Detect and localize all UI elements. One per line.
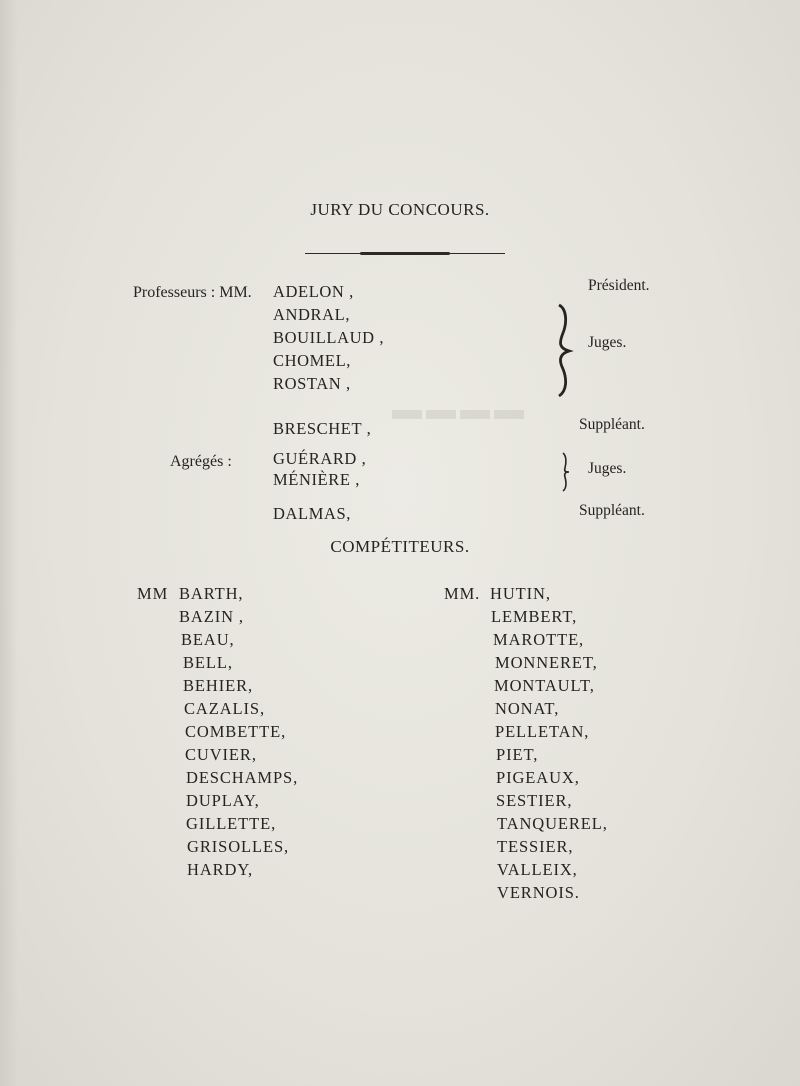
list-item	[444, 812, 608, 835]
list-item	[137, 835, 298, 858]
jury-professeur: ROSTAN ,	[273, 374, 351, 393]
list-item	[444, 881, 608, 904]
competiteur-name: HARDY,	[187, 860, 254, 879]
competiteur-name: HUTIN,	[490, 584, 551, 603]
page-title: JURY DU CONCOURS.	[310, 200, 490, 219]
list-item	[444, 697, 608, 720]
list-item	[137, 720, 298, 743]
agreges-label: Agrégés :	[170, 453, 232, 470]
show-through-marks: ▬▬▬▬	[392, 393, 528, 426]
competiteur-name: DESCHAMPS,	[186, 768, 299, 787]
jury-professeur: ADELON ,	[273, 282, 354, 301]
list-item	[444, 720, 608, 743]
competiteur-name: CUVIER,	[185, 745, 257, 764]
competiteur-name: VERNOIS.	[497, 883, 580, 902]
list-item	[137, 789, 298, 812]
list-item	[137, 858, 298, 881]
mm-prefix: MM.	[444, 584, 481, 603]
competiteur-name: BARTH,	[179, 584, 244, 603]
role-suppleant: Suppléant.	[579, 502, 645, 519]
competiteur-name: MONTAULT,	[494, 676, 595, 695]
list-item	[444, 674, 608, 697]
list-item	[137, 743, 298, 766]
agrege-name: GUÉRARD ,	[273, 449, 367, 468]
competiteurs-right-column	[444, 582, 608, 904]
competiteur-name: LEMBERT,	[491, 607, 578, 626]
competiteur-name: VALLEIX,	[497, 860, 578, 879]
jury-professeur: BOUILLAUD ,	[273, 328, 385, 347]
suppleant-name: DALMAS,	[273, 504, 351, 523]
list-item	[137, 766, 298, 789]
role-suppleant: Suppléant.	[579, 416, 645, 433]
competiteur-name: TESSIER,	[497, 837, 574, 856]
competiteur-name: PIET,	[496, 745, 539, 764]
competiteurs-title: COMPÉTITEURS.	[330, 537, 470, 556]
role-juges: Juges.	[588, 460, 627, 477]
curly-brace-icon	[553, 303, 575, 398]
competiteur-name: BELL,	[183, 653, 233, 672]
mm-prefix: MM	[137, 584, 169, 603]
list-item	[137, 628, 298, 651]
list-item	[444, 628, 608, 651]
suppleant-name: BRESCHET ,	[273, 419, 372, 438]
agrege-name: MÉNIÈRE ,	[273, 470, 360, 489]
competiteur-name: SESTIER,	[496, 791, 573, 810]
jury-professeur: CHOMEL,	[273, 351, 351, 370]
list-item	[137, 582, 298, 605]
competiteur-name: MONNERET,	[495, 653, 598, 672]
competiteur-name: CAZALIS,	[184, 699, 265, 718]
list-item	[444, 651, 608, 674]
competiteur-name: COMBETTE,	[185, 722, 287, 741]
professeurs-label: Professeurs : MM.	[133, 284, 252, 301]
list-item	[444, 605, 608, 628]
role-president: Président.	[588, 277, 650, 294]
competiteur-name: GRISOLLES,	[187, 837, 290, 856]
list-item	[444, 766, 608, 789]
competiteur-name: NONAT,	[495, 699, 560, 718]
list-item	[444, 835, 608, 858]
competiteurs-left-column	[137, 582, 298, 881]
competiteur-name: BEHIER,	[183, 676, 254, 695]
competiteur-name: BEAU,	[181, 630, 235, 649]
list-item	[444, 789, 608, 812]
competiteur-name: DUPLAY,	[186, 791, 260, 810]
title-rule	[305, 252, 505, 255]
competiteur-name: MAROTTE,	[493, 630, 585, 649]
role-juges: Juges.	[588, 334, 627, 351]
competiteur-name: TANQUEREL,	[497, 814, 608, 833]
list-item	[137, 651, 298, 674]
jury-professeur: ANDRAL,	[273, 305, 351, 324]
competiteur-name: GILLETTE,	[186, 814, 277, 833]
list-item	[137, 605, 298, 628]
list-item	[444, 743, 608, 766]
competiteur-name: BAZIN ,	[179, 607, 244, 626]
list-item	[137, 812, 298, 835]
curly-brace-icon	[558, 452, 572, 492]
competiteur-name: PIGEAUX,	[496, 768, 580, 787]
list-item	[137, 697, 298, 720]
competiteur-name: PELLETAN,	[495, 722, 590, 741]
list-item	[444, 582, 608, 605]
list-item	[137, 674, 298, 697]
list-item	[444, 858, 608, 881]
